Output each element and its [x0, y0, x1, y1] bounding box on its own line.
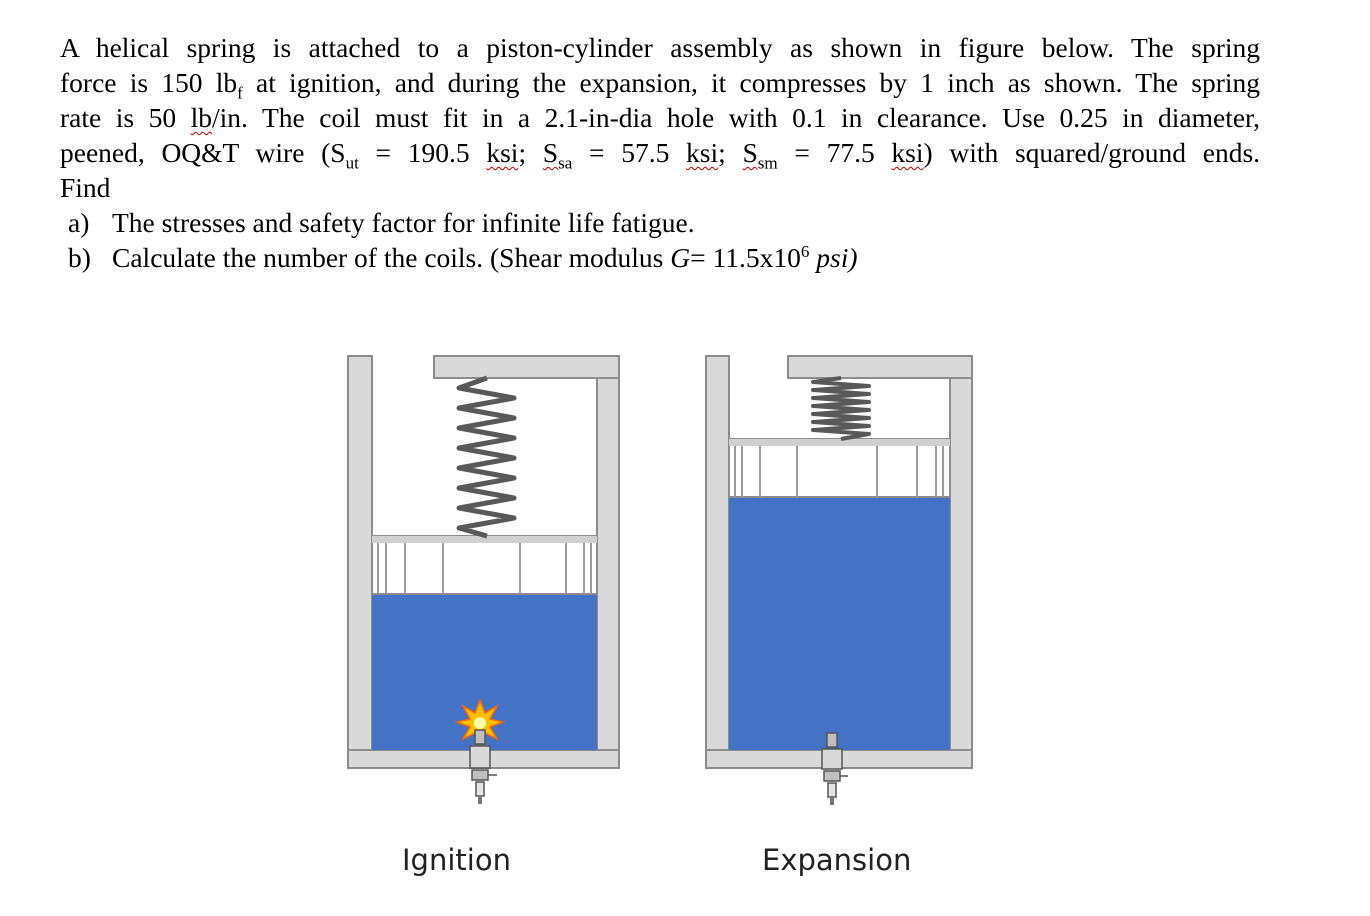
question-a: a) The stresses and safety factor for infinite life fatigue. — [68, 207, 695, 238]
caption-ignition: Ignition — [402, 843, 511, 877]
ssm-symbol: $S_{sm}$ — [742, 137, 778, 173]
problem-line-4: peened, OQ&T wire ($S_{ut} = 190.5$ ksi; $S_{sa} = 57.5$ ksi; $S_{sm} = 77.5$ ksi) with squared/ground ends. — [60, 137, 1261, 173]
question-b: b) Calculate the number of the coils. (Shear modulus $G= 11.5x10^6$ psi) — [68, 241, 858, 273]
cylinder-head — [434, 356, 619, 378]
expanded-gas — [729, 497, 950, 750]
caption-expansion: Expansion — [762, 843, 912, 877]
problem-find: Find — [60, 172, 111, 203]
problem-line-1: A helical spring is attached to a piston-cylinder assembly as shown in figure below. The spring — [60, 32, 1260, 63]
expansion-cylinder — [706, 356, 972, 805]
problem-line-3: rate is 50 lb/in. The coil must fit in a 2.1-in-dia hole with 0.1 in clearance. Use 0.25 in diameter, — [60, 102, 1260, 133]
piston — [729, 439, 950, 497]
cylinder-wall-left — [348, 356, 372, 768]
piston — [372, 536, 597, 594]
ssa-symbol: $S_{sa}$ — [542, 137, 573, 173]
cylinder-head — [788, 356, 972, 378]
helical-spring-ignition — [459, 378, 514, 536]
cylinder-wall-right — [950, 356, 972, 768]
helical-spring-expansion — [813, 378, 869, 439]
cylinder-wall-right — [597, 356, 619, 768]
problem-line-2: force is 150 $lb_f$ at ignition, and during the expansion, it compresses by 1 inch as shown. The spring — [60, 67, 1260, 103]
ignition-cylinder — [348, 356, 619, 804]
cylinder-wall-left — [706, 356, 729, 768]
